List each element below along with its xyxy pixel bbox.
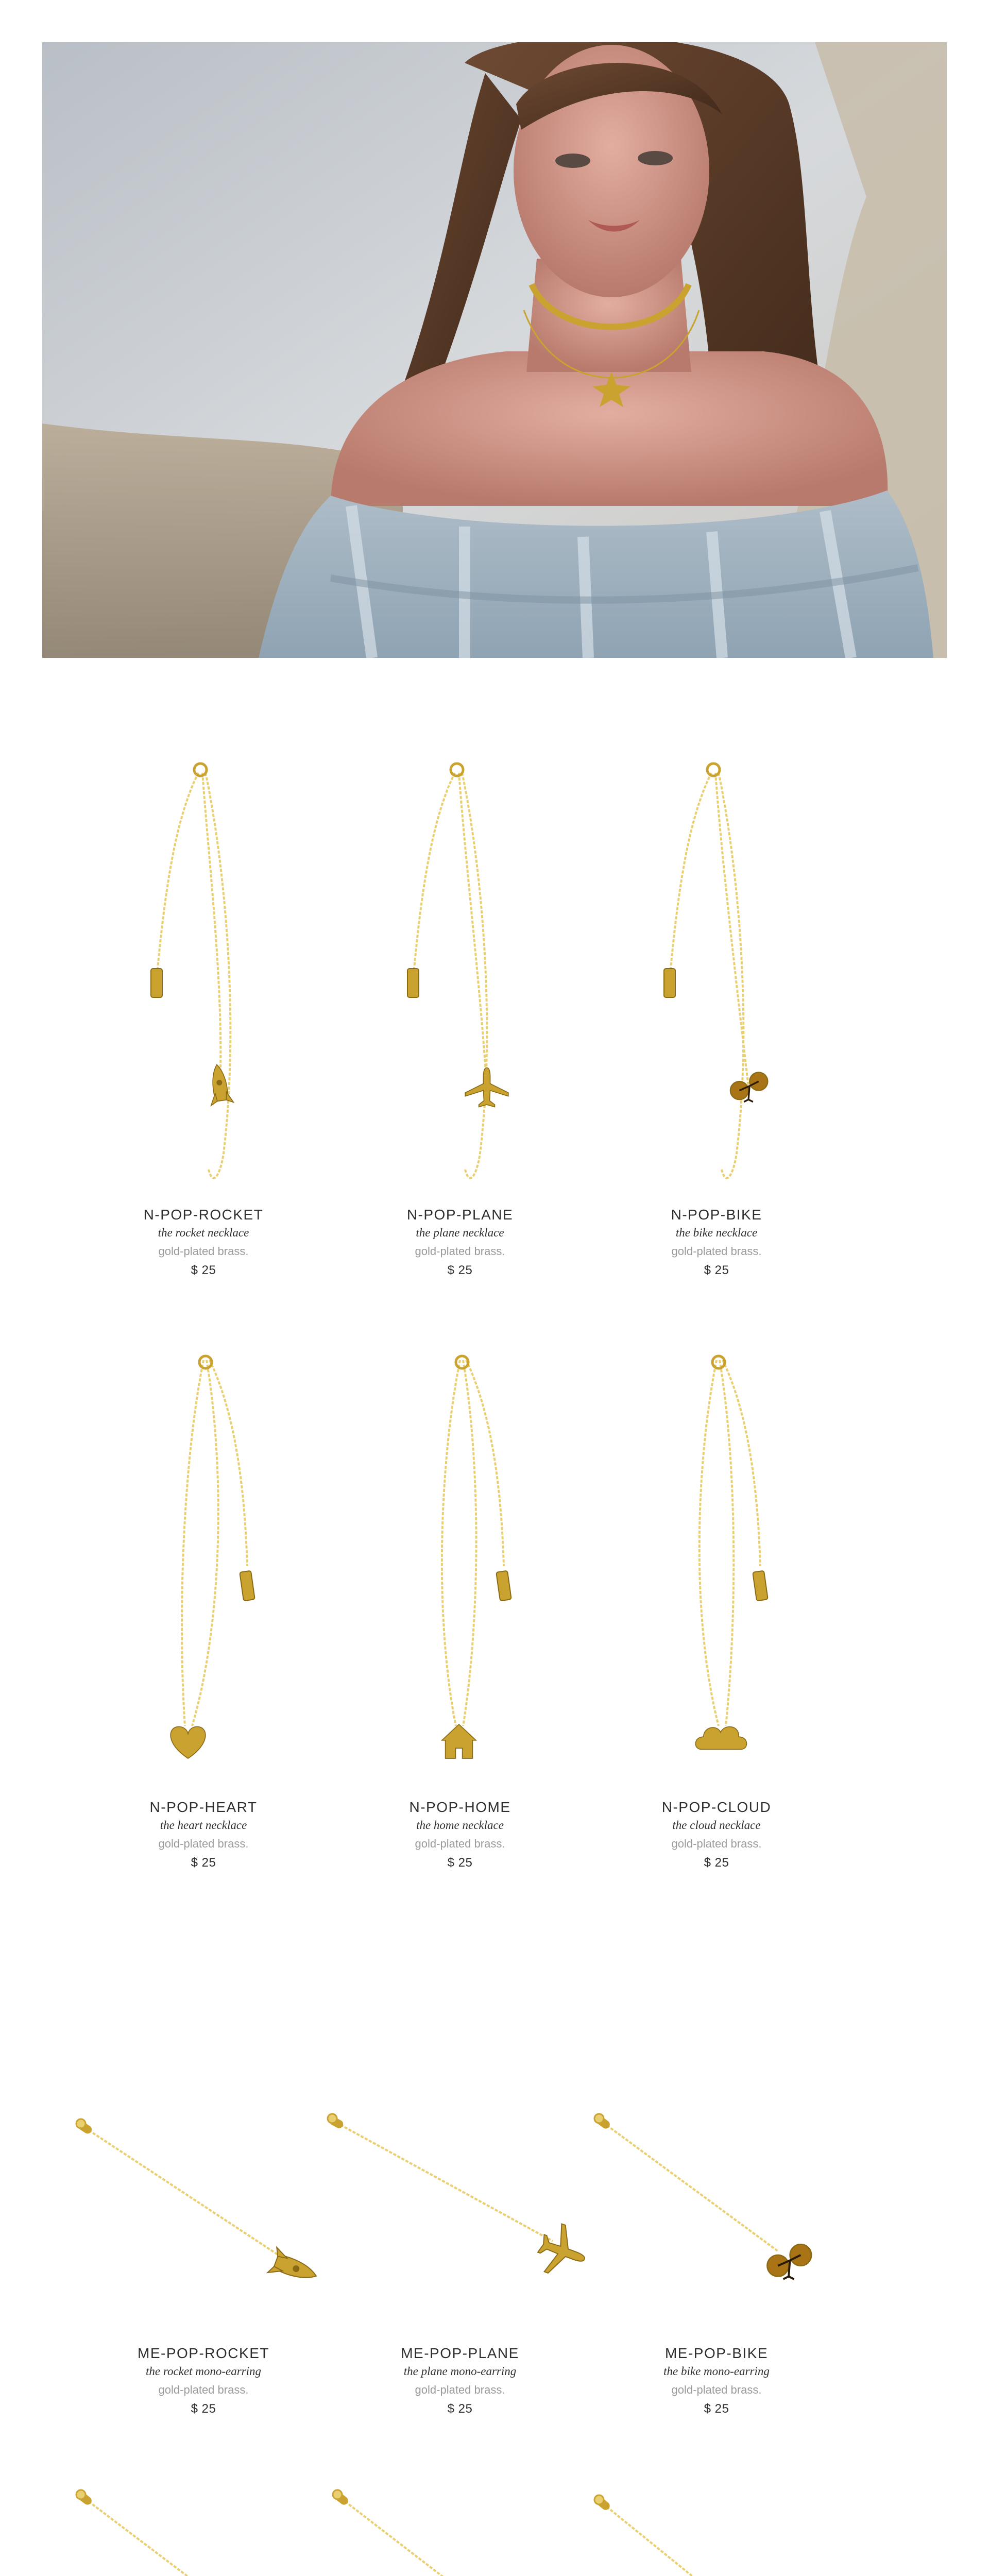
- product-image[interactable]: [326, 2483, 594, 2576]
- product-image[interactable]: [583, 2102, 850, 2339]
- product-price: $ 25: [704, 2402, 729, 2416]
- product-card[interactable]: [583, 1350, 850, 1896]
- product-info: [70, 1798, 337, 1872]
- product-card[interactable]: [326, 1350, 594, 1896]
- product-description: the bike mono-earring: [663, 2365, 770, 2378]
- product-material: gold-plated brass.: [415, 2383, 505, 2396]
- product-price: $ 25: [704, 1856, 729, 1870]
- product-info: [70, 1206, 337, 1280]
- product-image[interactable]: [583, 757, 850, 1200]
- product-info: [326, 1206, 594, 1280]
- tag-icon: [240, 1571, 255, 1601]
- product-price: $ 25: [447, 1856, 473, 1870]
- product-image[interactable]: [326, 757, 594, 1200]
- product-code[interactable]: N-POP-HEART: [149, 1799, 258, 1815]
- product-description: the rocket mono-earring: [146, 2365, 261, 2378]
- product-card[interactable]: [326, 2102, 594, 2442]
- home-charm-icon: [442, 1724, 476, 1758]
- tag-icon: [496, 1571, 511, 1601]
- cloud-charm-icon: [695, 1727, 746, 1750]
- product-price: $ 25: [191, 1263, 216, 1277]
- product-description: the home necklace: [416, 1819, 504, 1832]
- product-price: $ 25: [191, 1856, 216, 1870]
- product-image[interactable]: [583, 2483, 850, 2576]
- product-material: gold-plated brass.: [158, 1245, 249, 1258]
- hero-photo: [42, 42, 947, 658]
- product-image[interactable]: [70, 757, 337, 1200]
- product-info: [583, 1206, 850, 1280]
- product-info: [583, 2344, 850, 2418]
- product-info: [70, 2344, 337, 2418]
- clasp-icon: [707, 764, 720, 776]
- product-info: [326, 1798, 594, 1872]
- product-code[interactable]: N-POP-CLOUD: [661, 1799, 772, 1815]
- product-image[interactable]: [70, 2102, 337, 2339]
- product-image[interactable]: [326, 2102, 594, 2339]
- product-card[interactable]: [70, 1350, 337, 1896]
- product-material: gold-plated brass.: [415, 1837, 505, 1850]
- product-code[interactable]: N-POP-ROCKET: [143, 1207, 264, 1223]
- product-price: $ 25: [447, 2402, 473, 2416]
- clasp-icon: [451, 764, 463, 776]
- product-code[interactable]: N-POP-PLANE: [406, 1207, 514, 1223]
- product-price: $ 25: [704, 1263, 729, 1277]
- product-description: the plane mono-earring: [403, 2365, 517, 2378]
- product-code[interactable]: ME-POP-PLANE: [401, 2345, 519, 2361]
- product-card[interactable]: [326, 2483, 594, 2576]
- product-code[interactable]: ME-POP-BIKE: [664, 2345, 769, 2361]
- tag-icon: [753, 1571, 768, 1601]
- product-image[interactable]: [70, 2483, 337, 2576]
- model-photo-illustration: [42, 42, 947, 658]
- product-card[interactable]: [583, 2102, 850, 2442]
- bike-charm-icon: [730, 1072, 768, 1101]
- product-description: the plane necklace: [416, 1226, 504, 1239]
- product-code[interactable]: ME-POP-ROCKET: [138, 2345, 269, 2361]
- product-code[interactable]: N-POP-HOME: [409, 1799, 511, 1815]
- tag-icon: [151, 969, 162, 997]
- product-code[interactable]: N-POP-BIKE: [671, 1207, 762, 1223]
- product-card[interactable]: [583, 2483, 850, 2576]
- product-material: gold-plated brass.: [671, 2383, 762, 2396]
- product-description: the heart necklace: [160, 1819, 247, 1832]
- product-material: gold-plated brass.: [158, 1837, 249, 1850]
- product-material: gold-plated brass.: [671, 1245, 762, 1258]
- tag-icon: [664, 969, 675, 997]
- product-card[interactable]: [70, 2483, 337, 2576]
- product-price: $ 25: [191, 2402, 216, 2416]
- product-image[interactable]: [583, 1350, 850, 1793]
- plane-charm-icon: [465, 1068, 508, 1107]
- product-material: gold-plated brass.: [158, 2383, 249, 2396]
- product-description: the bike necklace: [675, 1226, 758, 1239]
- product-image[interactable]: [70, 1350, 337, 1793]
- product-info: [583, 1798, 850, 1872]
- product-card[interactable]: [583, 757, 850, 1303]
- product-card[interactable]: [326, 757, 594, 1303]
- tag-icon: [407, 969, 419, 997]
- product-card[interactable]: [70, 2102, 337, 2442]
- product-material: gold-plated brass.: [415, 1245, 505, 1258]
- product-card[interactable]: [70, 757, 337, 1303]
- product-price: $ 25: [447, 1263, 473, 1277]
- product-info: [326, 2344, 594, 2418]
- bike-charm-icon: [767, 2244, 811, 2279]
- product-description: the cloud necklace: [672, 1819, 761, 1832]
- clasp-icon: [194, 764, 207, 776]
- product-material: gold-plated brass.: [671, 1837, 762, 1850]
- product-image[interactable]: [326, 1350, 594, 1793]
- heart-charm-icon: [170, 1726, 206, 1758]
- product-description: the rocket necklace: [158, 1226, 249, 1239]
